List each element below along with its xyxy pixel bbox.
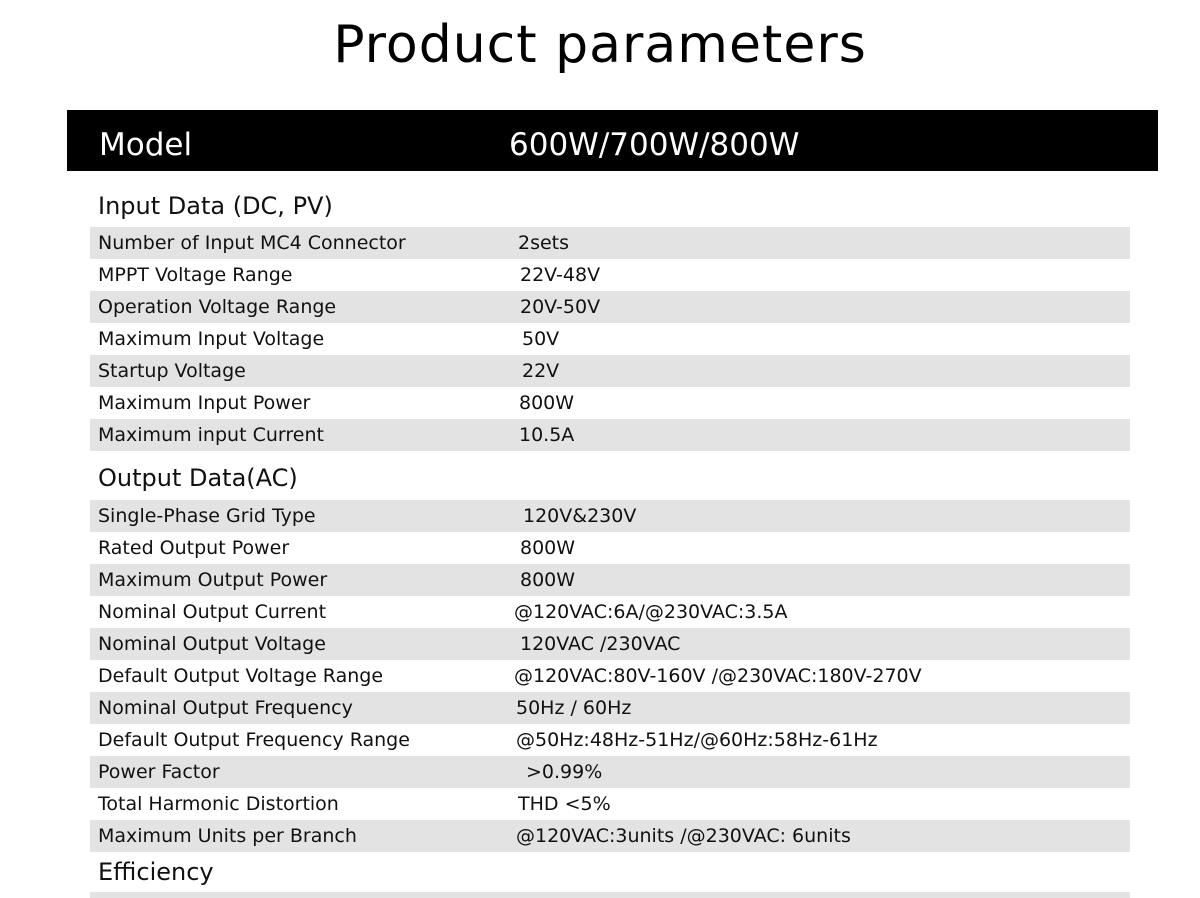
model-header-bar [67,110,1158,171]
param-value: 10.5A [519,424,575,446]
param-name: Number of Input MC4 Connector [98,232,406,254]
table-row [90,628,1130,660]
table-row [90,259,1130,291]
table-row [90,227,1130,259]
param-value: 800W [519,392,575,414]
param-name: Maximum Input Power [98,392,311,414]
param-value: 50Hz / 60Hz [516,697,632,719]
param-name: Operation Voltage Range [98,296,337,318]
param-value: @120VAC:6A/@230VAC:3.5A [514,601,788,623]
param-value: 2sets [518,232,570,254]
table-row [90,820,1130,852]
table-row [90,564,1130,596]
param-value: >0.99% [526,761,603,783]
table-row [90,419,1130,451]
param-value: 120V&230V [523,505,637,527]
table-row [90,323,1130,355]
param-name: Maximum Input Voltage [98,328,325,350]
param-name: MPPT Voltage Range [98,264,293,286]
param-name: Default Output Voltage Range [98,665,384,687]
output-data-table [90,500,1130,852]
param-name: Single-Phase Grid Type [98,505,316,527]
table-row [90,724,1130,756]
table-row [90,355,1130,387]
param-value: @120VAC:80V-160V /@230VAC:180V-270V [514,665,922,687]
param-name: Nominal Output Voltage [98,633,326,655]
param-value: 22V-48V [520,264,601,286]
table-row [90,387,1130,419]
param-name: Rated Output Power [98,537,290,559]
table-row [90,500,1130,532]
param-value: 800W [520,569,576,591]
table-row [90,660,1130,692]
table-row [90,596,1130,628]
param-value: @120VAC:3units /@230VAC: 6units [516,825,851,847]
param-value: @50Hz:48Hz-51Hz/@60Hz:58Hz-61Hz [516,729,878,751]
table-row [90,291,1130,323]
param-value: 22V [522,360,560,382]
param-value: 120VAC /230VAC [520,633,681,655]
param-name: Power Factor [98,761,220,783]
model-value: 600W/700W/800W [509,127,800,163]
param-name: Default Output Frequency Range [98,729,410,751]
param-name: Maximum Units per Branch [98,825,357,847]
input-data-table [90,227,1130,451]
param-value: 50V [522,328,560,350]
param-name: Nominal Output Frequency [98,697,353,719]
param-value: 800W [520,537,576,559]
param-name: Total Harmonic Distortion [98,793,339,815]
input-section-heading: Input Data (DC, PV) [98,192,333,220]
efficiency-section-heading: Efficiency [98,858,214,886]
param-name: Nominal Output Current [98,601,327,623]
param-name: Startup Voltage [98,360,246,382]
param-value: 20V-50V [520,296,601,318]
output-section-heading: Output Data(AC) [98,464,298,492]
efficiency-row-strip [90,892,1130,898]
table-row [90,756,1130,788]
table-row [90,532,1130,564]
param-value: THD <5% [518,793,611,815]
table-row [90,788,1130,820]
page-title: Product parameters [333,15,867,75]
param-name: Maximum input Current [98,424,324,446]
model-label: Model [99,127,193,163]
table-row [90,692,1130,724]
param-name: Maximum Output Power [98,569,328,591]
